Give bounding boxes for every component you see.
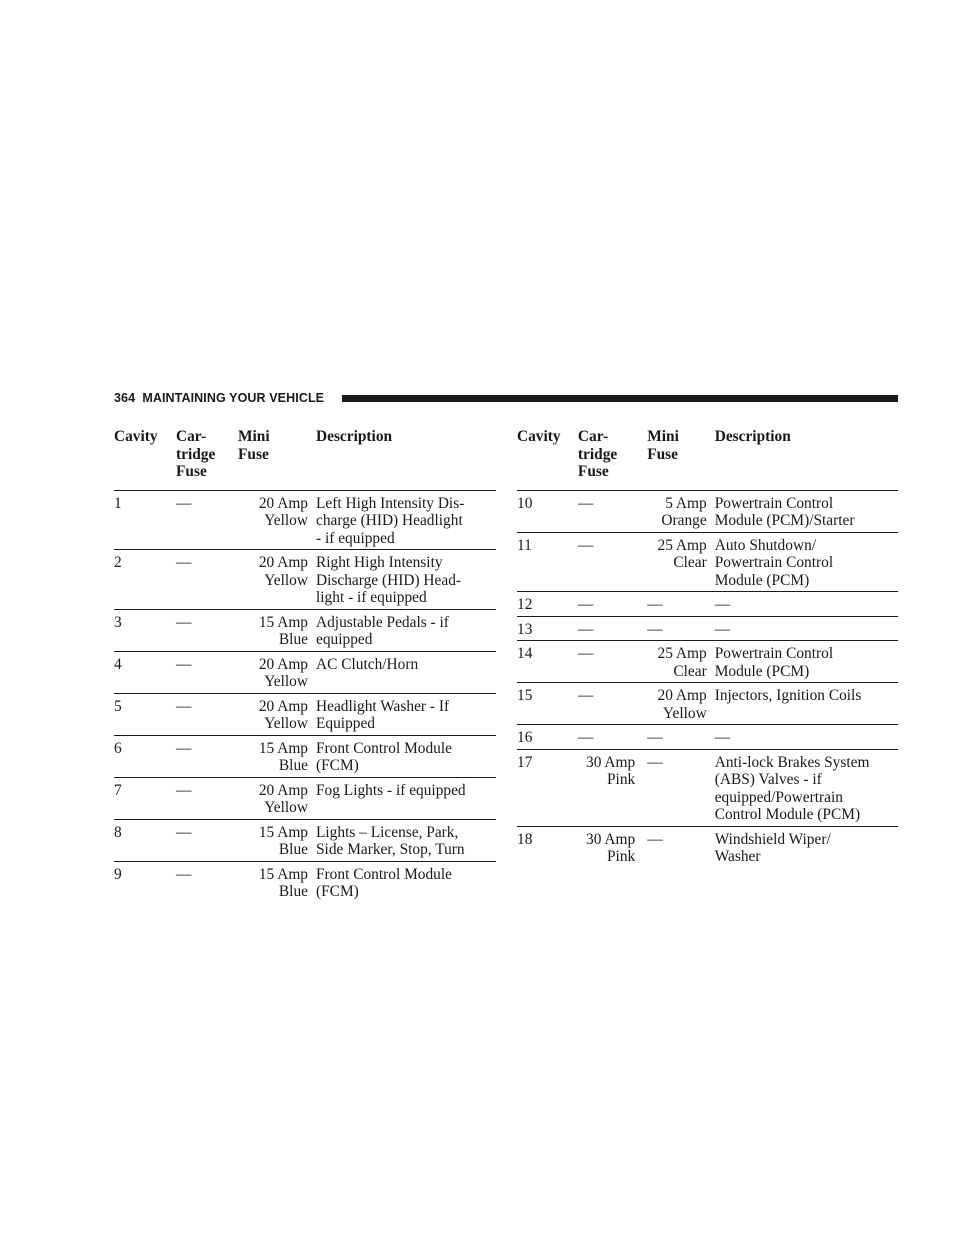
cartridge-fuse-cell	[578, 749, 647, 826]
mini-fuse-cell	[238, 651, 316, 693]
table-header-row	[114, 428, 496, 490]
cartridge-fuse-cell: —	[578, 683, 647, 725]
cell-line: 20 Amp	[258, 781, 308, 799]
cell-line: Discharge (HID) Head-	[316, 571, 462, 589]
cell-line: AC Clutch/Horn	[316, 655, 419, 673]
cell-line: —	[647, 729, 663, 746]
cell-line: (FCM)	[316, 757, 359, 774]
description-cell	[316, 693, 496, 735]
cell-line: 20 Amp	[258, 494, 308, 512]
cell-line: Powertrain Control	[714, 645, 834, 662]
description-cell	[715, 683, 898, 725]
mini-fuse-cell	[238, 777, 316, 819]
cell-line: Pink	[606, 771, 636, 788]
table-row	[114, 651, 496, 693]
table-header	[517, 428, 898, 490]
cavity-cell: 1	[114, 490, 176, 550]
cell-line: Blue	[278, 757, 308, 774]
cell-line: 20 Amp	[258, 655, 308, 673]
mini-fuse-cell	[647, 490, 714, 532]
description-cell	[715, 490, 898, 532]
cell-line: Front Control Module	[316, 865, 452, 883]
cell-line: equipped/Powertrain	[714, 788, 843, 806]
cartridge-fuse-cell: —	[176, 609, 238, 651]
description-cell	[316, 490, 496, 550]
cell-line: Module (PCM)/Starter	[714, 512, 855, 529]
page-header-text	[114, 391, 324, 405]
mini-fuse-cell	[647, 725, 714, 750]
table-row	[517, 826, 898, 868]
cell-line: Yellow	[264, 715, 308, 732]
table-row	[114, 735, 496, 777]
table-row	[517, 616, 898, 641]
page-header	[114, 388, 898, 410]
column-header-cartridge-fuse	[176, 428, 238, 490]
mini-fuse-cell	[238, 861, 316, 903]
cell-line: Blue	[278, 631, 308, 648]
table-row	[517, 532, 898, 592]
cell-line: —	[714, 620, 731, 638]
description-cell	[316, 819, 496, 861]
cell-line: Module (PCM)	[714, 571, 810, 589]
cell-line: Clear	[673, 554, 707, 571]
cartridge-fuse-cell: —	[176, 861, 238, 903]
cell-line: —	[714, 596, 731, 613]
cavity-cell: 10	[517, 490, 578, 532]
cell-line: 15 Amp	[258, 823, 308, 841]
cell-line: Headlight Washer - If	[316, 697, 450, 715]
header-line: Car-	[577, 428, 609, 445]
cavity-cell: 15	[517, 683, 578, 725]
cell-line: Injectors, Ignition Coils	[714, 687, 862, 704]
cell-line: (FCM)	[316, 883, 359, 900]
column-header-cavity: Cavity	[114, 428, 158, 445]
cell-line: Washer	[714, 848, 761, 865]
column-header-cartridge-fuse	[578, 428, 647, 490]
table-header-row	[517, 428, 898, 490]
cell-line: Powertrain Control	[714, 494, 834, 512]
cell-line: 15 Amp	[258, 739, 308, 757]
cartridge-fuse-cell: —	[176, 651, 238, 693]
description-cell	[715, 641, 898, 683]
header-line: tridge	[176, 445, 216, 463]
cell-line: 30 Amp	[586, 830, 636, 848]
cavity-cell: 18	[517, 826, 578, 868]
cavity-cell: 6	[114, 735, 176, 777]
cell-line: (ABS) Valves - if	[714, 771, 822, 788]
cell-line: —	[647, 596, 663, 613]
cell-line: equipped	[316, 631, 373, 648]
cell-line: charge (HID) Headlight	[316, 512, 463, 529]
cell-line: 20 Amp	[258, 697, 308, 715]
mini-fuse-cell	[238, 693, 316, 735]
cell-line: Pink	[606, 848, 636, 865]
cell-line: Windshield Wiper/	[714, 830, 831, 848]
cell-line: Yellow	[662, 704, 707, 722]
cell-line: 30 Amp	[586, 753, 636, 771]
cavity-cell: 2	[114, 550, 176, 610]
column-header-description: Description	[714, 428, 791, 445]
cell-line: Blue	[278, 841, 308, 858]
table-row	[517, 749, 898, 826]
header-line: Fuse	[176, 463, 207, 480]
table-row	[114, 693, 496, 735]
description-cell	[316, 550, 496, 610]
table-row	[114, 490, 496, 550]
description-cell	[316, 651, 496, 693]
cavity-cell: 3	[114, 609, 176, 651]
cartridge-fuse-cell: —	[176, 550, 238, 610]
mini-fuse-cell	[238, 819, 316, 861]
cell-line: Side Marker, Stop, Turn	[316, 841, 465, 858]
mini-fuse-cell	[647, 616, 714, 641]
mini-fuse-cell	[647, 592, 714, 617]
column-header-mini-fuse	[238, 428, 316, 490]
table-row	[517, 490, 898, 532]
description-cell	[715, 616, 898, 641]
description-cell	[715, 532, 898, 592]
cavity-cell: 5	[114, 693, 176, 735]
cartridge-fuse-cell: —	[176, 490, 238, 550]
mini-fuse-cell	[647, 683, 714, 725]
cell-line: 15 Amp	[258, 613, 308, 631]
cavity-cell: 8	[114, 819, 176, 861]
table-body-left	[114, 490, 496, 903]
table-header	[114, 428, 496, 490]
cell-line: Right High Intensity	[316, 554, 443, 571]
header-line: Mini	[647, 428, 679, 445]
table-row	[114, 777, 496, 819]
cavity-cell: 16	[517, 725, 578, 750]
cartridge-fuse-cell: —	[578, 532, 647, 592]
cell-line: —	[647, 830, 663, 848]
cell-line: 15 Amp	[258, 865, 308, 883]
header-line: Car-	[176, 428, 207, 445]
table-row	[114, 861, 496, 903]
cell-line: Yellow	[264, 673, 308, 690]
cartridge-fuse-cell	[578, 826, 647, 868]
mini-fuse-cell	[238, 490, 316, 550]
mini-fuse-cell	[238, 550, 316, 610]
table-row	[517, 683, 898, 725]
description-cell	[715, 826, 898, 868]
description-cell	[715, 749, 898, 826]
header-rule	[342, 395, 898, 402]
fuse-table-right	[517, 428, 898, 868]
description-cell	[316, 777, 496, 819]
cavity-cell: 11	[517, 532, 578, 592]
cavity-cell: 13	[517, 616, 578, 641]
cell-line: Module (PCM)	[714, 662, 810, 680]
cell-line: Anti-lock Brakes System	[714, 753, 870, 771]
cell-line: 25 Amp	[657, 645, 707, 662]
table-row	[114, 819, 496, 861]
cartridge-fuse-cell: —	[176, 819, 238, 861]
cell-line: 20 Amp	[258, 554, 308, 571]
cartridge-fuse-cell: —	[578, 616, 647, 641]
cell-line: Front Control Module	[316, 739, 452, 757]
header-line: Mini	[238, 428, 270, 445]
cavity-cell: 17	[517, 749, 578, 826]
header-line: tridge	[577, 445, 618, 463]
description-cell	[316, 609, 496, 651]
header-line: Fuse	[577, 463, 609, 480]
cell-line: Left High Intensity Dis-	[316, 494, 465, 512]
cell-line: - if equipped	[316, 529, 395, 547]
cell-line: light - if equipped	[316, 589, 427, 606]
table-row	[517, 641, 898, 683]
table-body-right	[517, 490, 898, 868]
mini-fuse-cell	[238, 735, 316, 777]
cell-line: Clear	[673, 662, 707, 680]
description-cell	[715, 725, 898, 750]
cell-line: 5 Amp	[665, 494, 707, 512]
description-cell	[715, 592, 898, 617]
cartridge-fuse-cell: —	[176, 693, 238, 735]
cartridge-fuse-cell: —	[578, 641, 647, 683]
header-line: Fuse	[238, 445, 269, 463]
cell-line: Powertrain Control	[714, 554, 834, 571]
table-row	[114, 550, 496, 610]
cavity-cell: 4	[114, 651, 176, 693]
mini-fuse-cell	[647, 749, 714, 826]
cell-line: —	[647, 620, 663, 638]
mini-fuse-cell	[238, 609, 316, 651]
cell-line: Equipped	[316, 715, 375, 732]
header-line: Fuse	[647, 445, 679, 463]
cell-line: Control Module (PCM)	[714, 806, 861, 823]
cell-line: Yellow	[264, 512, 308, 529]
cavity-cell: 9	[114, 861, 176, 903]
cavity-cell: 12	[517, 592, 578, 617]
mini-fuse-cell	[647, 826, 714, 868]
column-header-mini-fuse	[647, 428, 714, 490]
cell-line: —	[647, 753, 663, 771]
cartridge-fuse-cell: —	[176, 777, 238, 819]
cell-line: 25 Amp	[657, 536, 707, 554]
description-cell	[316, 735, 496, 777]
cell-line: Yellow	[264, 799, 308, 816]
cartridge-fuse-cell: —	[578, 490, 647, 532]
section-title: MAINTAINING YOUR VEHICLE	[142, 391, 325, 405]
cell-line: Lights – License, Park,	[316, 823, 459, 841]
mini-fuse-cell	[647, 532, 714, 592]
column-header-description: Description	[316, 428, 393, 445]
cell-line: Blue	[278, 883, 308, 900]
cartridge-fuse-cell: —	[578, 725, 647, 750]
page-number: 364	[114, 391, 136, 405]
table-row	[517, 725, 898, 750]
cell-line: Orange	[661, 512, 707, 529]
fuse-table-left	[114, 428, 496, 903]
cell-line: 20 Amp	[657, 687, 707, 704]
table-row	[114, 609, 496, 651]
mini-fuse-cell	[647, 641, 714, 683]
cell-line: Auto Shutdown/	[714, 536, 817, 554]
column-header-cavity: Cavity	[517, 428, 561, 445]
table-row	[517, 592, 898, 617]
cartridge-fuse-cell: —	[176, 735, 238, 777]
cell-line: Fog Lights - if equipped	[316, 781, 466, 799]
cell-line: Yellow	[264, 571, 308, 589]
cavity-cell: 7	[114, 777, 176, 819]
cell-line: —	[714, 729, 731, 746]
description-cell	[316, 861, 496, 903]
cell-line: Adjustable Pedals - if	[316, 613, 449, 631]
cartridge-fuse-cell: —	[578, 592, 647, 617]
cavity-cell: 14	[517, 641, 578, 683]
